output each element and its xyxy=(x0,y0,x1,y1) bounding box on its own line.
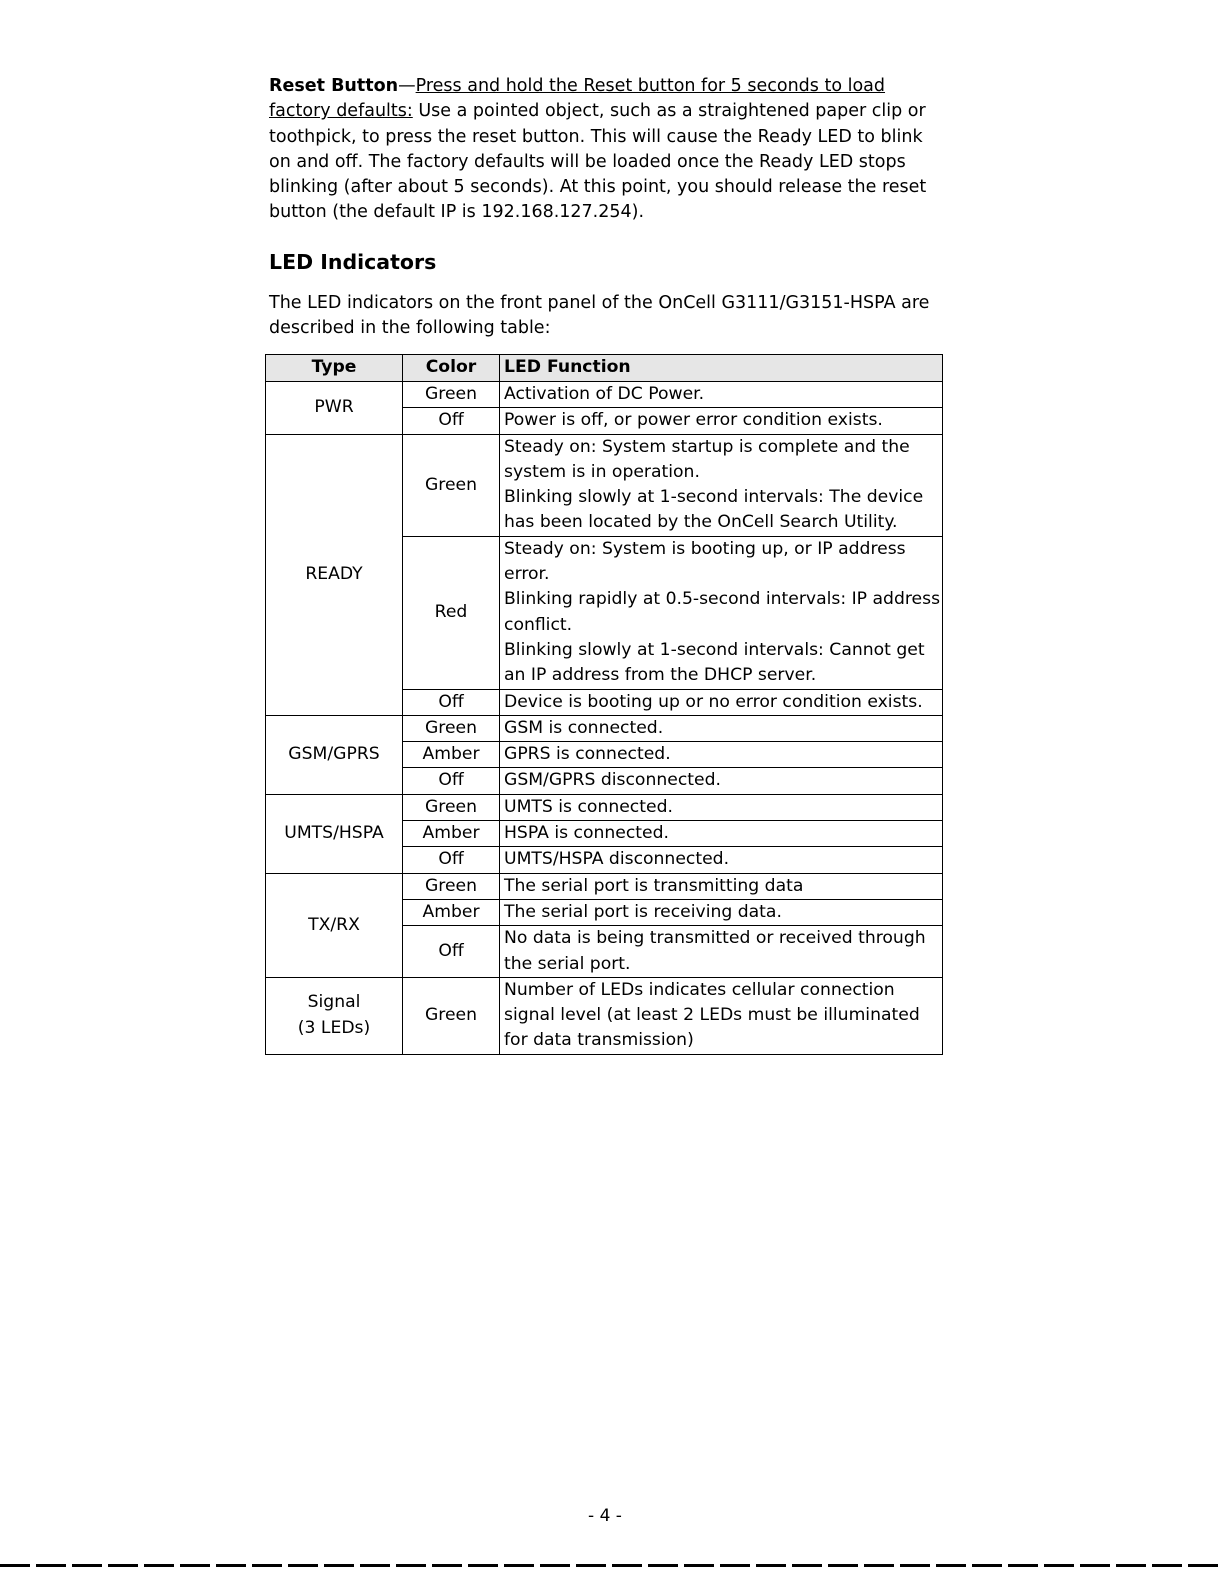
page-content xyxy=(269,74,941,341)
led-function-cell: UMTS/HSPA disconnected. xyxy=(500,847,943,873)
reset-dash: — xyxy=(398,76,416,96)
reset-underlined-instruction: Press and hold the Reset button for 5 seconds to load factory defaults: xyxy=(269,76,886,122)
led-function-cell: Power is off, or power error condition exists. xyxy=(500,408,943,434)
section-intro: The LED indicators on the front panel of the OnCell G3111/G3151-HSPA are described in the following table: xyxy=(269,292,930,339)
led-color-cell: Red xyxy=(403,536,500,689)
led-function-cell: Steady on: System startup is complete and the system is in operation. Blinking slowly at 1-second intervals: The device has been located by the OnCell Search Utility. xyxy=(500,434,943,536)
header-function: LED Function xyxy=(500,355,943,382)
led-type-cell: TX/RX xyxy=(266,873,403,977)
led-color-cell: Green xyxy=(403,873,500,899)
led-function-cell: GSM/GPRS disconnected. xyxy=(500,768,943,794)
led-color-cell: Amber xyxy=(403,742,500,768)
led-type-cell: GSM/GPRS xyxy=(266,715,403,794)
led-color-cell: Amber xyxy=(403,821,500,847)
led-function-cell: Steady on: System is booting up, or IP address error. Blinking rapidly at 0.5-second intervals: IP address conflict. Blinking slowly at 1-second intervals: Cannot get an IP address from the DHCP server. xyxy=(500,536,943,689)
led-color-cell: Green xyxy=(403,434,500,536)
table-header-row xyxy=(266,355,943,382)
led-color-cell: Off xyxy=(403,768,500,794)
table-row xyxy=(266,382,943,408)
led-type-cell: PWR xyxy=(266,382,403,435)
led-type-cell: READY xyxy=(266,434,403,715)
led-color-cell: Green xyxy=(403,794,500,820)
led-function-cell: The serial port is transmitting data xyxy=(500,873,943,899)
footer-rule xyxy=(0,1564,1220,1567)
led-color-cell: Amber xyxy=(403,899,500,925)
led-table xyxy=(265,354,943,1055)
led-color-cell: Green xyxy=(403,382,500,408)
header-type: Type xyxy=(266,355,403,382)
led-function-cell: HSPA is connected. xyxy=(500,821,943,847)
table-row xyxy=(266,715,943,741)
led-function-cell: GSM is connected. xyxy=(500,715,943,741)
section-heading: LED Indicators xyxy=(269,249,437,274)
led-color-cell: Off xyxy=(403,408,500,434)
led-function-cell: Device is booting up or no error condition exists. xyxy=(500,689,943,715)
header-color: Color xyxy=(403,355,500,382)
reset-paragraph xyxy=(269,74,941,226)
led-type-cell: UMTS/HSPA xyxy=(266,794,403,873)
page-number: - 4 - xyxy=(588,1506,622,1526)
led-table-body xyxy=(266,382,943,1055)
led-color-cell: Green xyxy=(403,977,500,1054)
reset-body: Use a pointed object, such as a straightened paper clip or toothpick, to press the reset button. This will cause the Ready LED to blink on and off. The factory defaults will be loaded once the Ready LED stops blinking (after about 5 seconds). At this point, you should release the reset button (the default IP is 192.168.127.254). xyxy=(269,101,927,223)
led-function-cell: The serial port is receiving data. xyxy=(500,899,943,925)
led-color-cell: Green xyxy=(403,715,500,741)
led-color-cell: Off xyxy=(403,926,500,978)
table-row xyxy=(266,977,943,1054)
table-row xyxy=(266,434,943,536)
table-row xyxy=(266,873,943,899)
led-type-cell: Signal (3 LEDs) xyxy=(266,977,403,1054)
reset-title: Reset Button xyxy=(269,76,399,96)
led-function-cell: Activation of DC Power. xyxy=(500,382,943,408)
led-function-cell: GPRS is connected. xyxy=(500,742,943,768)
led-function-cell: No data is being transmitted or received through the serial port. xyxy=(500,926,943,978)
led-color-cell: Off xyxy=(403,847,500,873)
led-function-cell: Number of LEDs indicates cellular connection signal level (at least 2 LEDs must be illuminated for data transmission) xyxy=(500,977,943,1054)
led-function-cell: UMTS is connected. xyxy=(500,794,943,820)
table-row xyxy=(266,794,943,820)
led-color-cell: Off xyxy=(403,689,500,715)
